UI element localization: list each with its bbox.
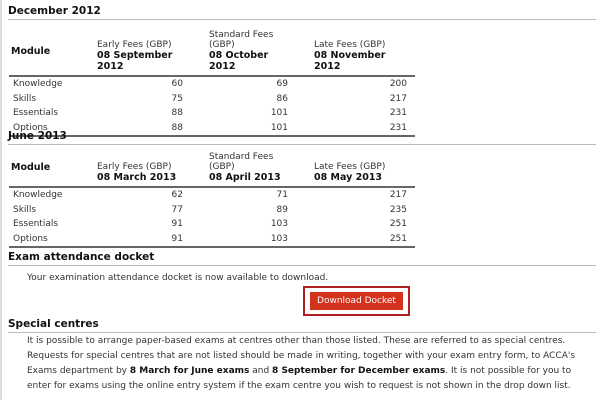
module-name: Knowledge xyxy=(13,190,63,201)
fee-deadline-date: 08 April 2013 xyxy=(209,172,281,183)
table-row xyxy=(9,92,415,107)
fee-deadline-date: 08 March 2013 xyxy=(97,172,177,183)
fee-value: 217 xyxy=(389,93,407,104)
text-segment: and xyxy=(249,366,273,376)
module-header: Module xyxy=(9,26,73,76)
download-docket-button[interactable]: Download Docket xyxy=(310,292,403,310)
fee-value: 69 xyxy=(276,79,288,90)
section-heading: December 2012 xyxy=(8,5,596,20)
fee-value: 91 xyxy=(171,219,183,230)
fee-value: 101 xyxy=(191,121,296,137)
download-button-highlight xyxy=(303,286,410,316)
fee-value: 62 xyxy=(171,190,183,201)
fee-type-label: Standard Fees (GBP) xyxy=(209,152,274,172)
fee-value: 103 xyxy=(191,232,296,248)
fee-value: 89 xyxy=(276,204,288,215)
table-row xyxy=(9,76,415,92)
page-left-border xyxy=(0,0,2,400)
table-row xyxy=(9,187,415,203)
fee-column-header xyxy=(296,148,415,187)
special-centres-heading: Special centres xyxy=(8,318,596,333)
fee-type-label: Late Fees (GBP) xyxy=(314,40,386,50)
fee-value: 88 xyxy=(73,121,191,137)
fee-value: 60 xyxy=(171,79,183,90)
fee-deadline-date: 08 September 2012 xyxy=(97,50,173,72)
module-name: Options xyxy=(9,121,73,137)
fee-value: 86 xyxy=(276,93,288,104)
december-deadline: 8 September for December exams xyxy=(272,366,446,376)
fee-value: 251 xyxy=(296,232,415,248)
fee-deadline-date: 08 November 2012 xyxy=(314,50,386,72)
fee-value: 77 xyxy=(171,204,183,215)
table-row xyxy=(9,203,415,218)
fee-column-header xyxy=(73,148,191,187)
fee-value: 75 xyxy=(171,93,183,104)
text-segment: It is possible to arrange paper-based exams at centres other than those listed. These are referred to as special centres. Requests for special centres that are not listed should be made in writing, together with your exam entry form, to ACCA's Exams department by xyxy=(27,336,576,376)
june-deadline: 8 March for June exams xyxy=(129,366,250,376)
docket-heading: Exam attendance docket xyxy=(8,251,596,266)
module-name: Skills xyxy=(13,204,37,215)
fee-column-header xyxy=(73,26,191,76)
fee-value: 71 xyxy=(276,190,288,201)
fee-deadline-date: 08 May 2013 xyxy=(314,172,383,183)
fee-type-label: Late Fees (GBP) xyxy=(314,162,386,172)
fees-table xyxy=(9,148,415,248)
docket-text: Your examination attendance docket is now available to download. xyxy=(27,273,329,283)
special-centres-text xyxy=(27,334,597,394)
fees-table xyxy=(9,26,415,137)
fee-value: 200 xyxy=(389,79,407,90)
fee-value: 101 xyxy=(270,108,288,119)
table-row xyxy=(9,232,415,248)
module-name: Skills xyxy=(13,93,37,104)
text-segment: . It is not possible for you to enter for exams using the online entry system if the exam centre you wish to request is not shown in the drop down list. xyxy=(27,366,572,391)
fee-column-header xyxy=(191,148,296,187)
table-row xyxy=(9,217,415,232)
section-heading: June 2013 xyxy=(8,130,596,145)
fee-type-label: Early Fees (GBP) xyxy=(97,162,172,172)
module-name: Options xyxy=(9,232,73,248)
fee-column-header xyxy=(191,26,296,76)
module-header: Module xyxy=(9,148,73,187)
fee-value: 217 xyxy=(389,190,407,201)
fee-type-label: Early Fees (GBP) xyxy=(97,40,172,50)
module-name: Knowledge xyxy=(13,79,63,90)
table-row xyxy=(9,106,415,121)
fee-value: 88 xyxy=(171,108,183,119)
module-name: Essentials xyxy=(13,108,59,119)
fee-value: 91 xyxy=(73,232,191,248)
fee-type-label: Standard Fees (GBP) xyxy=(209,30,274,50)
fee-value: 231 xyxy=(296,121,415,137)
fee-value: 231 xyxy=(389,108,407,119)
module-name: Essentials xyxy=(13,219,59,230)
fee-value: 103 xyxy=(270,219,288,230)
fee-deadline-date: 08 October 2012 xyxy=(209,50,269,72)
fee-column-header xyxy=(296,26,415,76)
fee-value: 251 xyxy=(389,219,407,230)
fee-value: 235 xyxy=(389,204,407,215)
